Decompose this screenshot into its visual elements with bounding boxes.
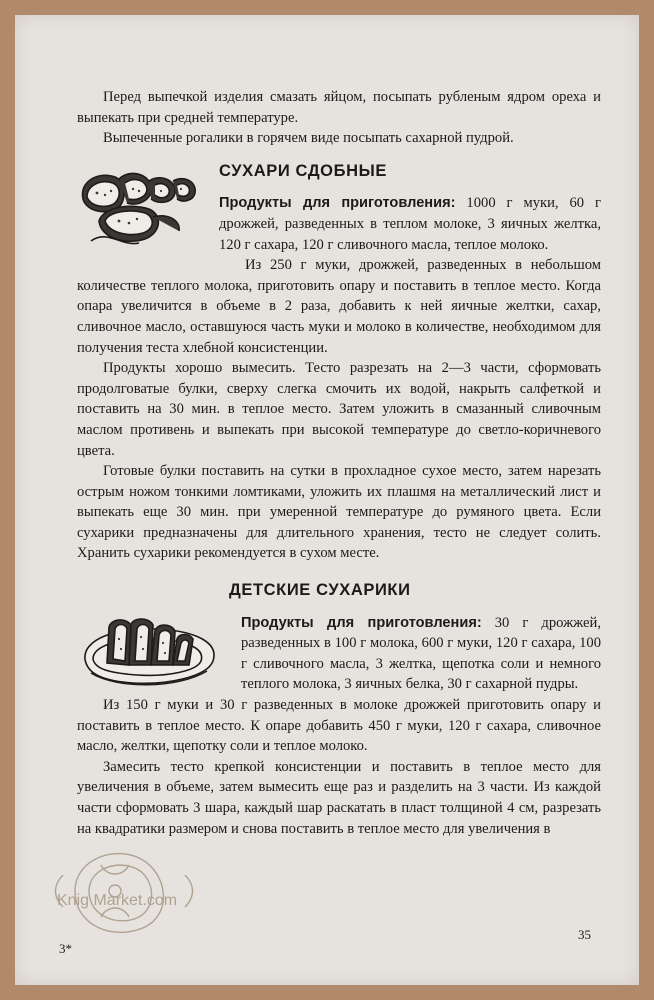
ingredients-list: 1000 г муки, 60 г дрожжей, разведенных в теплом молоке, 3 яичных желтка, 120 г сахара, 120 г сливочного масла, теплое молоко.: [219, 195, 601, 253]
intro-paragraph-2: Выпеченные рогалики в горячем виде посыпать сахарной пудрой.: [103, 130, 514, 147]
recipe-paragraph-1: Из 150 г муки и 30 г разведенных в молоке дрожжей приготовить опару и поставить в теплое место. К опаре добавить 450 г муки, 120 г сахара, сливочное масло, желтки, щепотку соли и теплое молоко.: [77, 697, 601, 755]
recipe-paragraph-1: Из 250 г муки, дрожжей, разведенных в небольшом количестве теплого молока, приготовить опару и поставить в теплое место. Когда опара увеличится в объеме в 2 раза, добавить к ней яичные желтки, сахар, сливочное масло, оставшуюся часть муки и молоко в количестве, необходимом для получения теста хлебной консистенции.: [77, 257, 601, 356]
watermark-text: Knig Market.com: [57, 892, 178, 909]
ornamental-watermark-icon: [45, 835, 215, 945]
recipe-paragraph-3: Готовые булки поставить на сутки в прохладное сухое место, затем нарезать острым ножом тонкими ломтиками, уложить их плашмя на металлический лист и выпекать еще 30 мин. при умеренной температуре до румяного цвета. Если сухарики предназначены для длительного хранения, тесто не следует солить. Хранить сухарики рекомендуется в сухом месте.: [77, 463, 601, 562]
recipe-paragraph-2: Замесить тесто крепкой консистенции и поставить в теплое место для увеличения в объеме, затем вымесить еще раз и разделить на 3 части. Из каждой части сформовать 3 шара, каждый шар раскатать в пласт толщиной 4 см, разрезать на квадратики размером и снова поставить в теплое место для увеличения в: [77, 758, 601, 837]
bread-slices-on-plate-illustration-icon: [77, 605, 221, 689]
recipe-title: ДЕТСКИЕ СУХАРИКИ: [229, 581, 411, 600]
page-content: [77, 87, 601, 839]
signature-mark: 3*: [59, 941, 72, 956]
recipe-paragraph-2: Продукты хорошо вымесить. Тесто разрезать на 2—3 части, сформовать продолговатые булки, сверху слегка смочить их водой, накрыть салфеткой и поставить на 30 мин. в теплое место. Затем уложить в смазанный сливочным маслом противень и выпекать при высокой температуре до светло-коричневого цвета.: [77, 360, 601, 459]
ingredients-list: 30 г дрожжей, разведенных в 100 г молока, 600 г муки, 120 г сахара, 100 г сливочного масла, 3 желтка, щепотка соли и немного теплого молока, 3 яичных белка, 30 г сахарной пудры.: [241, 614, 601, 693]
ingredients-label: Продукты для приготовления:: [219, 195, 456, 212]
book-page: [15, 15, 639, 985]
intro-paragraph-1: Перед выпечкой изделия смазать яйцом, посыпать рубленым ядром ореха и выпекать при средней температуре.: [77, 89, 601, 126]
recipe-dry-rusks: [77, 161, 601, 564]
page-number: 35: [578, 927, 591, 942]
recipe-title: СУХАРИ СДОБНЫЕ: [219, 161, 387, 180]
recipe-children-rusks: [77, 580, 601, 839]
rusk-slices-illustration-icon: [77, 159, 205, 251]
ingredients-label: Продукты для приготовления:: [241, 614, 482, 631]
